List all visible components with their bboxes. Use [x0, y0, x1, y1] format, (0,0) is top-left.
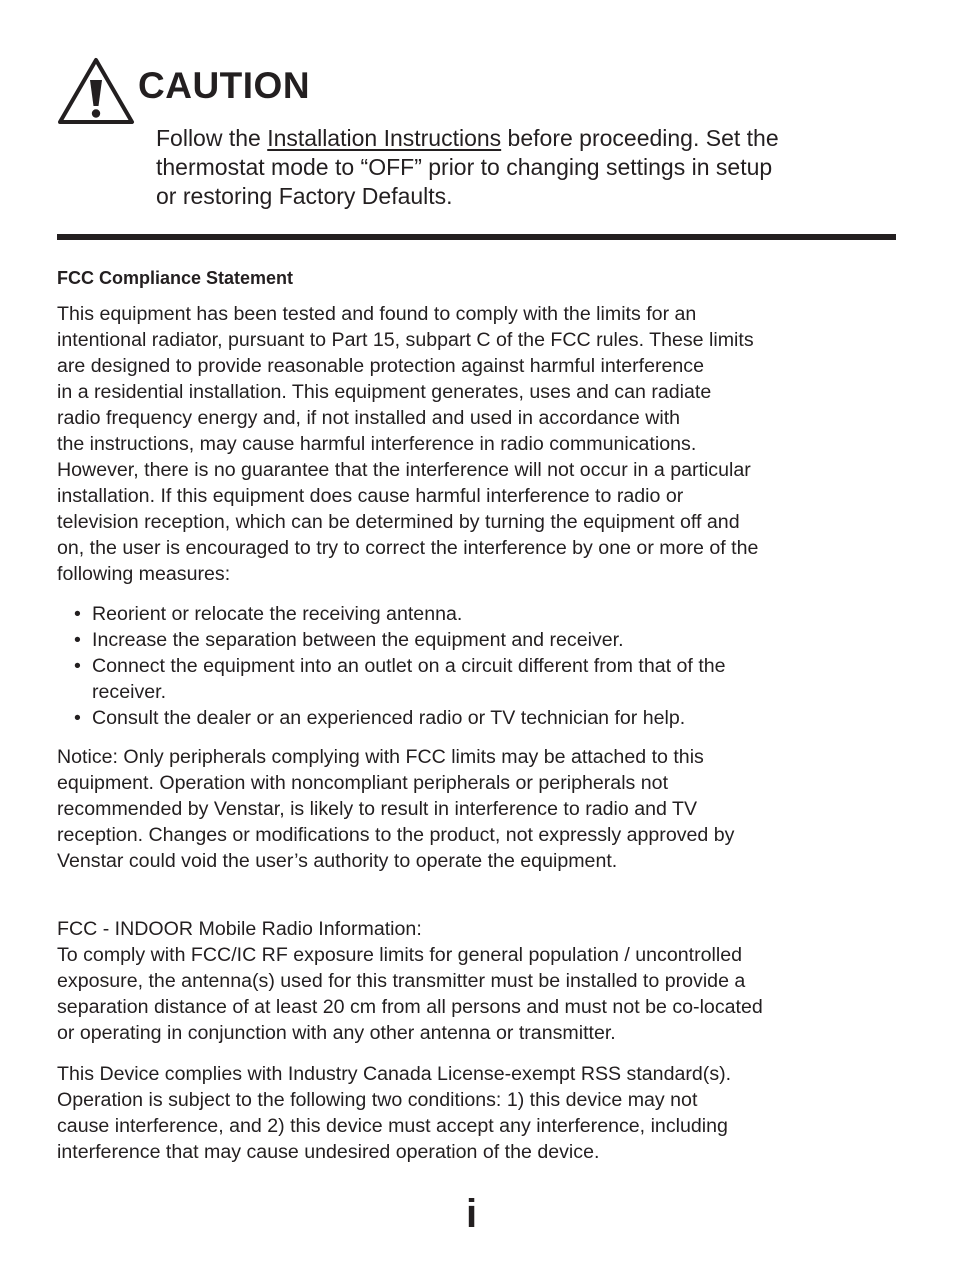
section-divider — [57, 234, 896, 240]
industry-canada-paragraph: This Device complies with Industry Canada License-exempt RSS standard(s). Operation is subject to the following two conditions: 1) this device may not cause interference, and 2) this device must accept any interference, including interference that may cause undesired operation of the device. — [57, 1063, 732, 1163]
caution-line: thermostat mode to “OFF” prior to changing settings in setup — [156, 154, 773, 180]
caution-title: CAUTION — [138, 65, 311, 106]
bullet-icon: • — [74, 629, 81, 651]
warning-triangle-icon — [56, 56, 136, 126]
installation-instructions-link[interactable]: Installation Instructions — [267, 125, 502, 151]
indoor-radio-paragraph: FCC - INDOOR Mobile Radio Information: To comply with FCC/IC RF exposure limits for general population / uncontrolled exposure, the antenna(s) used for this transmitter must be installed to provide a separation distance of at least 20 cm from all persons and must not be co-located or operating in conjunction with any other antenna or transmitter. — [57, 918, 763, 1044]
fcc-paragraph: This equipment has been tested and found to comply with the limits for an intentional radiator, pursuant to Part 15, subpart C of the FCC rules. These limits are designed to provide reasonable protection against harmful interference in a residential installation. This equipment generates, uses and can radiate radio frequency energy and, if not installed and used in accordance with the instructions, may cause harmful interference in radio communications. However, there is no guarantee that the interference will not occur in a particular installation. If this equipment does cause harmful interference to radio or television reception, which can be determined by turning the equipment off and on, the user is encouraged to try to correct the interference by one or more of the following measures: — [57, 303, 759, 585]
bullet-icon: • — [74, 707, 81, 729]
caution-line: or restoring Factory Defaults. — [156, 183, 453, 209]
list-item: • Connect the equipment into an outlet on a circuit different from that of the receiver. — [74, 655, 726, 703]
fcc-heading: FCC Compliance Statement — [57, 268, 294, 288]
list-item: • Consult the dealer or an experienced radio or TV technician for help. — [74, 707, 686, 729]
measures-list — [57, 601, 897, 731]
page-number: i — [466, 1192, 478, 1236]
list-item: • Reorient or relocate the receiving antenna. — [74, 603, 463, 625]
bullet-icon: • — [74, 655, 81, 677]
list-item: • Increase the separation between the equipment and receiver. — [74, 629, 624, 651]
bullet-icon: • — [74, 603, 81, 625]
caution-line: Follow the Installation Instructions before proceeding. Set the — [156, 125, 779, 151]
notice-paragraph: Notice: Only peripherals complying with FCC limits may be attached to this equipment. Operation with noncompliant peripherals or peripherals not recommended by Venstar, is likely to result in interference to radio and TV reception. Changes or modifications to the product, not expressly approved by Venstar could void the user’s authority to operate the equipment. — [57, 746, 735, 872]
caution-text — [156, 124, 896, 211]
